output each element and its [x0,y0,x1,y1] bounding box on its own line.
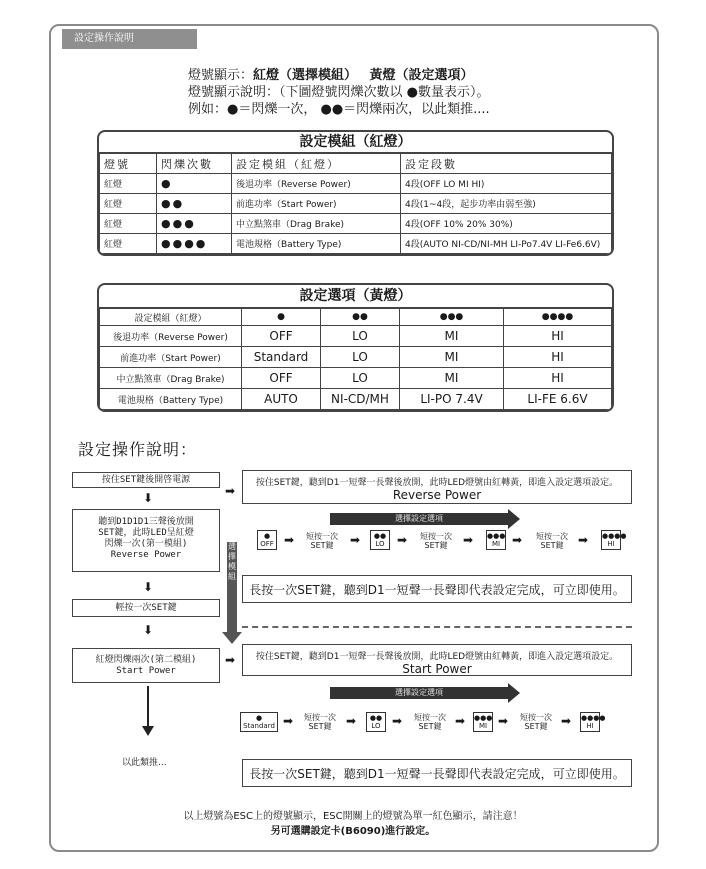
module-table-title: 設定模組（紅燈） [99,132,612,153]
short-press-label: 短按一次SET鍵 [536,532,568,550]
t1-cell: 紅燈 [100,214,157,234]
t1-cell: 紅燈 [100,234,157,254]
option-off-icon: ● OFF [257,530,277,550]
arrow-right-icon: ➡ [225,484,236,498]
intro-line3: 例如：●＝閃爍一次， ●●＝閃爍兩次，以此類推.... [188,102,490,117]
option-hi-icon: ●●●● HI [581,714,606,730]
intro-red: 紅燈（選擇模組） [253,68,358,83]
t2-cell: 電池規格（Battery Type) [100,389,242,410]
module2-line: 紅燈閃爍兩次(第二模組) [95,655,197,665]
module1-line: 聽到D1D1D1三聲後放開 [98,517,194,527]
t2-cell: LO [321,368,400,389]
start-power-label: Start Power [402,662,472,676]
table-row [100,214,612,234]
t2-cell: LO [321,347,400,368]
option-lo-icon: ●● LO [370,530,390,550]
t2-cell: HI [504,347,612,368]
select-option-bar: 選擇設定選項 [330,513,508,525]
flow-step-power-on: 按住SET鍵後開啓電源 [72,472,220,488]
long-arrow-down-icon [147,686,149,726]
t2-cell: OFF [242,326,321,347]
module1-line: Reverse Power [110,550,182,560]
select-option-bar: 選擇設定選項 [330,687,508,699]
t2-cell: MI [400,347,504,368]
arrow-down-icon: ⬇ [143,491,154,505]
section-tab: 設定操作說明 [62,29,197,49]
t2-cell: MI [400,368,504,389]
t1-cell: 電池規格（Battery Type) [232,234,401,254]
option-mi-icon: ●●● MI [474,714,493,730]
arrow-right-icon: ➡ [397,533,408,547]
t1-cell: 中立點煞車（Drag Brake) [232,214,401,234]
arrow-right-icon: ➡ [498,714,509,728]
table-row [100,368,612,389]
arrow-right-icon: ➡ [346,714,357,728]
t2-h1: ● [242,309,321,326]
t2-cell: LI-FE 6.6V [504,389,612,410]
t1-h3: 設定段數 [401,154,612,174]
option-mi-icon: ●●● MI [487,532,506,548]
options-table-title: 設定選項（黃燈） [99,285,612,308]
short-press-label: 短按一次SET鍵 [304,713,336,731]
arrow-right-icon: ➡ [350,533,361,547]
table-row [100,194,612,214]
t2-cell: 前進功率（Start Power) [100,347,242,368]
footer-option: 另可選購設定卡(B6090)進行設定。 [270,826,436,837]
t1-cell: 後退功率（Reverse Power) [232,174,401,194]
t1-h1: 閃爍次數 [157,154,232,174]
intro-text [188,67,490,118]
reverse-power-box [242,470,632,504]
table-row [100,347,612,368]
arrow-right-icon: ➡ [512,533,523,547]
options-table [97,283,614,412]
t1-h0: 燈號 [100,154,157,174]
t2-h3: ●●● [400,309,504,326]
module1-line: SET鍵，此時LED呈紅燈 [98,528,194,538]
t2-cell: HI [504,326,612,347]
reverse-power-instruction: 按住SET鍵，聽到D1一短聲一長聲後放開，此時LED燈號由紅轉黃，即進入設定選項設定。 [255,478,619,488]
table-row [100,174,612,194]
arrow-right-icon: ➡ [561,714,572,728]
arrow-right-icon: ➡ [578,533,589,547]
t1-cell: 4段(OFF 10% 20% 30%) [401,214,612,234]
t1-cell: ●●●● [157,234,232,254]
t1-cell: 前進功率（Start Power) [232,194,401,214]
t2-cell: NI-CD/MH [321,389,400,410]
arrow-right-icon: ➡ [283,714,294,728]
t1-cell: 4段(OFF LO MI HI) [401,174,612,194]
start-power-complete: 長按一次SET鍵，聽到D1一短聲一長聲即代表設定完成，可立即使用。 [242,759,632,787]
short-press-label: 短按一次SET鍵 [414,713,446,731]
t2-cell: Standard [242,347,321,368]
intro-yellow: 黃燈（設定選項） [369,68,474,83]
t2-cell: LI-PO 7.4V [400,389,504,410]
arrow-right-icon: ➡ [463,533,474,547]
t2-cell: 中立點煞車（Drag Brake) [100,368,242,389]
t1-cell: 4段(1~4段，起步功率由弱至強) [401,194,612,214]
flow-etc: 以此類推... [122,758,167,768]
table-row [100,234,612,254]
t2-cell: OFF [242,368,321,389]
t2-cell: MI [400,326,504,347]
t2-h4: ●●●● [504,309,612,326]
footer-note: 以上燈號為ESC上的燈號顯示，ESC開關上的燈號為單一紅色顯示，請注意！ [183,811,523,822]
t1-cell: ● [157,174,232,194]
arrow-down-icon: ⬇ [143,580,154,594]
flow-step-module2 [72,648,220,683]
arrow-right-icon: ➡ [392,714,403,728]
module2-line: Start Power [116,666,176,676]
t2-cell: AUTO [242,389,321,410]
flow-step-module1 [72,509,220,572]
arrow-right-icon: ➡ [455,714,466,728]
t1-cell: ●●● [157,214,232,234]
intro-line2: 燈號顯示說明：（下圖燈號閃爍次數以 ●數量表示）。 [188,85,490,100]
t1-h2: 設定模組（紅燈） [232,154,401,174]
arrow-down-icon: ⬇ [143,623,154,637]
table-row [100,326,612,347]
t2-h0: 設定模組（紅燈） [100,309,242,326]
t2-cell: LO [321,326,400,347]
t2-cell: HI [504,368,612,389]
flow-title: 設定操作說明： [78,440,198,459]
reverse-power-label: Reverse Power [392,488,482,502]
short-press-label: 短按一次SET鍵 [520,713,552,731]
flow-step-press-set: 輕按一次SET鍵 [72,599,220,617]
option-hi-icon: ●●●● HI [602,532,627,548]
intro-prefix: 燈號顯示： [188,68,254,83]
select-module-bar: 選擇模組 [227,542,237,632]
arrow-right-icon: ➡ [284,533,295,547]
start-power-instruction: 按住SET鍵，聽到D1一短聲一長聲後放開，此時LED燈號由紅轉黃，即進入設定選項設定。 [255,652,619,662]
t1-cell: 4段(AUTO NI-CD/NI-MH LI-Po7.4V LI-Fe6.6V) [401,234,612,254]
reverse-power-complete: 長按一次SET鍵，聽到D1一短聲一長聲即代表設定完成，可立即使用。 [242,575,632,603]
table-row [100,389,612,410]
arrow-right-icon: ➡ [225,653,236,667]
module-table [97,130,614,256]
option-lo-icon: ●● LO [366,712,386,732]
option-standard-icon: ● Standard [240,712,278,732]
divider [242,626,632,628]
start-power-box [242,644,632,676]
short-press-label: 短按一次SET鍵 [420,532,452,550]
t2-h2: ●● [321,309,400,326]
short-press-label: 短按一次SET鍵 [306,532,338,550]
t2-cell: 後退功率（Reverse Power) [100,326,242,347]
t1-cell: 紅燈 [100,194,157,214]
module1-line: 閃爍一次(第一模組) [104,539,188,549]
t1-cell: ●● [157,194,232,214]
t1-cell: 紅燈 [100,174,157,194]
